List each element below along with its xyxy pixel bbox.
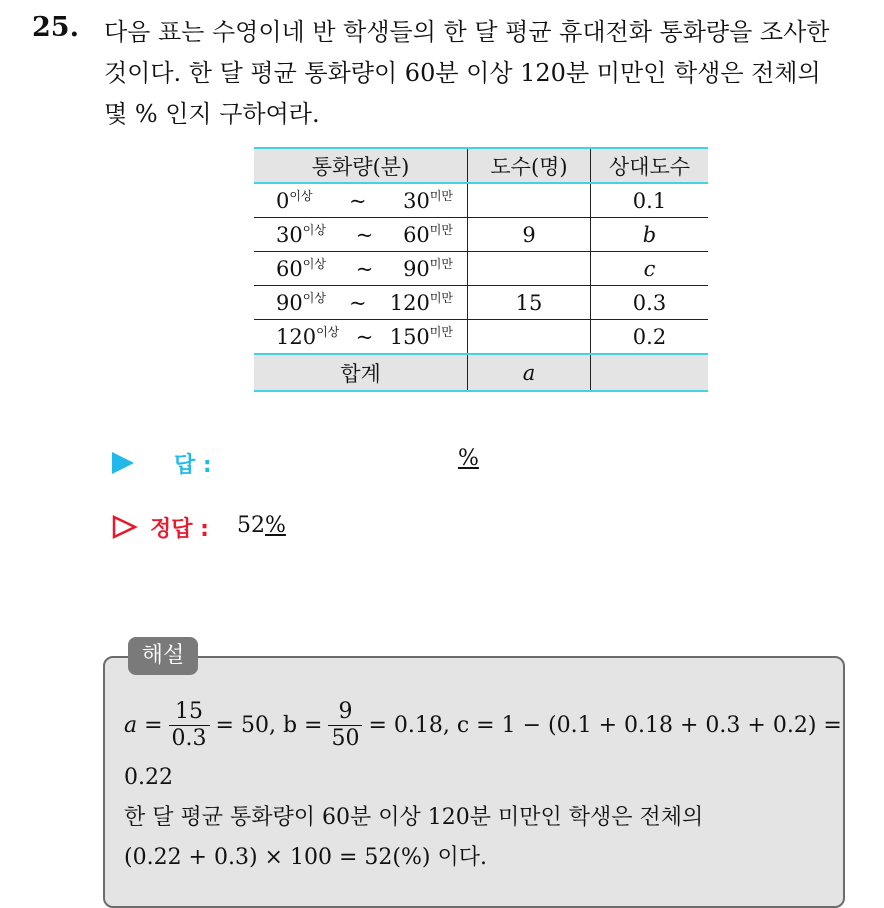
frequency-cell — [468, 252, 591, 286]
relative-frequency-cell: 0.2 — [632, 324, 667, 349]
table-header-row — [254, 148, 708, 183]
explanation-equation: a = $\frac{15}{0.3}$ = 50, b = $\frac{9}{50}$ = 0.18, c = 1 − (0.1 + 0.18 + 0.3 + 0.2) = — [124, 698, 842, 751]
frequency-cell — [468, 320, 591, 355]
outline-triangle-icon — [112, 515, 138, 539]
explanation-line: (0.22 + 0.3) × 100 = 52(%) 이다. — [124, 845, 487, 870]
table-row — [254, 320, 708, 355]
header-frequency: 도수(명) — [468, 148, 591, 183]
question-line: 몇 % 인지 구하여라. — [104, 100, 320, 128]
explanation-tab: 해설 — [128, 637, 198, 675]
fraction: $\frac{9}{50}$ — [328, 699, 362, 752]
table-row — [254, 183, 708, 218]
relative-frequency-cell: 0.1 — [591, 183, 709, 218]
frequency-cell: 15 — [468, 286, 591, 320]
relative-frequency-cell: c — [591, 252, 709, 286]
table-total-row — [254, 354, 708, 391]
header-relative-frequency: 상대도수 — [591, 148, 709, 183]
frequency-table — [254, 147, 708, 392]
question-line: 것이다. 한 달 평균 통화량이 60분 이상 120분 미만인 학생은 전체의 — [104, 59, 821, 87]
relative-frequency-cell: 0.3 — [591, 286, 709, 320]
correct-answer-value: 52% — [237, 513, 286, 538]
total-relative-frequency — [591, 354, 709, 391]
play-triangle-icon — [112, 452, 134, 474]
answer-row — [112, 446, 479, 478]
table-row — [254, 286, 708, 320]
answer-label: 답 : — [174, 453, 212, 478]
explanation-line: 한 달 평균 통화량이 60분 이상 120분 미만인 학생은 전체의 — [124, 805, 704, 830]
total-frequency: a — [468, 354, 591, 391]
question-line: 다음 표는 수영이네 반 학생들의 한 달 평균 휴대전화 통화량을 조사한 — [104, 18, 830, 46]
table-row — [254, 252, 708, 286]
relative-frequency-cell: b — [591, 218, 709, 252]
class-interval: $30^{이상}$ ~ $60^{미만}$ — [276, 222, 453, 247]
class-interval: $120^{이상}$ ~ $150^{미만}$ — [276, 324, 453, 349]
class-interval: $0^{이상}$ ~ $30^{미만}$ — [276, 188, 453, 213]
total-label: 합계 — [254, 354, 468, 391]
answer-blank[interactable]: % — [458, 446, 479, 471]
explanation-line: 0.22 — [124, 765, 173, 790]
correct-answer-label: 정답 : — [150, 517, 209, 542]
question-text — [104, 12, 864, 135]
question-number: 25. — [32, 12, 79, 43]
class-interval: $60^{이상}$ ~ $90^{미만}$ — [276, 256, 453, 281]
frequency-cell: 9 — [468, 218, 591, 252]
table-row — [254, 218, 708, 252]
frequency-cell — [468, 183, 591, 218]
header-call-volume: 통화량(분) — [254, 148, 468, 183]
explanation-content — [124, 692, 842, 878]
class-interval: $90^{이상}$ ~ $120^{미만}$ — [276, 290, 453, 315]
fraction: $\frac{15}{0.3}$ — [169, 699, 210, 752]
